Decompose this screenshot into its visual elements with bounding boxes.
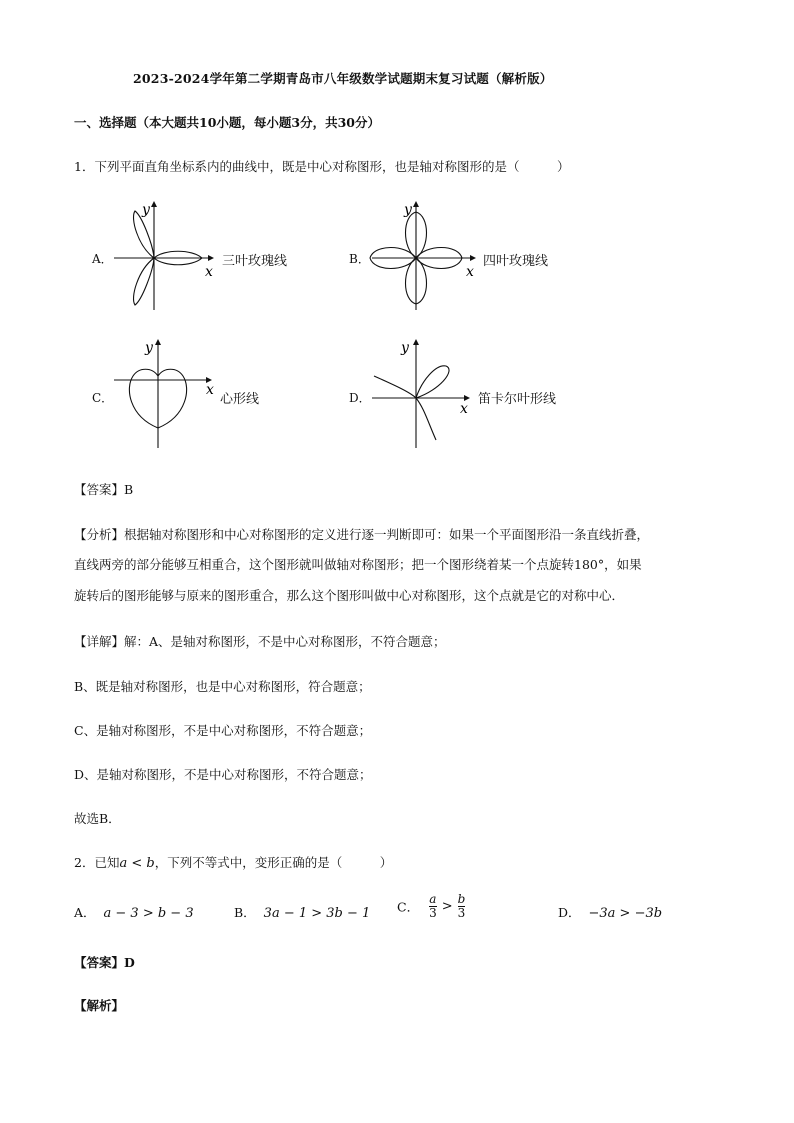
question-2-stem-prefix: 2．已知	[74, 855, 120, 870]
option-c-letter: C．	[92, 391, 114, 405]
q2-option-a	[74, 903, 194, 921]
option-c-name: 心形线	[220, 392, 260, 407]
analysis-line-2: 直线两旁的部分能够互相重合，这个图形就叫做轴对称图形；把一个图形绕着某一个点旋转180°，如果	[74, 557, 642, 572]
q2-option-d-expr: −3a > −3b	[588, 906, 663, 921]
axis-y-label-d: y	[401, 340, 409, 356]
q2-option-c	[397, 893, 465, 920]
axis-y-label-c: y	[145, 340, 153, 356]
q2-option-c-left-denominator: 3	[429, 906, 437, 920]
option-d-name: 笛卡尔叶形线	[478, 392, 557, 407]
option-b-letter: B．	[349, 252, 370, 266]
q2-option-c-left-fraction	[429, 893, 437, 920]
detail-line-3: C、是轴对称图形，不是中心对称图形，不符合题意；	[74, 723, 372, 738]
q2-option-c-letter: C．	[397, 899, 420, 915]
q2-option-b-letter: B．	[234, 905, 256, 920]
option-a-name: 三叶玫瑰线	[222, 254, 288, 269]
axis-y-label-b: y	[404, 202, 412, 218]
q2-option-c-right-denominator: 3	[457, 906, 466, 920]
question-2-answer: 【答案】D	[74, 955, 135, 970]
axis-x-label-d: x	[460, 401, 468, 417]
section-heading: 一、选择题（本大题共10小题，每小题3分，共30分）	[74, 115, 380, 130]
q2-option-c-right-numerator: b	[457, 892, 466, 906]
q2-option-a-letter: A．	[74, 905, 96, 920]
question-2-stem-suffix: ，下列不等式中，变形正确的是（ ）	[154, 855, 393, 870]
question-1-stem: 1．下列平面直角坐标系内的曲线中，既是中心对称图形，也是轴对称图形的是（ ）	[74, 159, 570, 174]
question-1-answer: 【答案】B	[74, 482, 134, 497]
detail-line-1: 【详解】解：A、是轴对称图形，不是中心对称图形，不符合题意；	[74, 634, 446, 649]
q2-option-b	[234, 903, 370, 921]
option-d-letter: D．	[349, 391, 371, 405]
q2-option-b-expr: 3a − 1 > 3b − 1	[263, 906, 371, 921]
analysis-line-1: 【分析】根据轴对称图形和中心对称图形的定义进行逐一判断即可：如果一个平面图形沿一条直线折叠，	[74, 527, 650, 542]
figure-cardioid	[112, 336, 222, 451]
q2-option-d	[558, 903, 662, 921]
analysis-line-3: 旋转后的图形能够与原来的图形重合，那么这个图形叫做中心对称图形，这个点就是它的对称中心．	[74, 588, 625, 603]
question-2-analysis-heading: 【解析】	[74, 998, 125, 1013]
detail-line-2: B、既是轴对称图形，也是中心对称图形，符合题意；	[74, 679, 371, 694]
option-a-letter: A．	[92, 252, 113, 266]
figure-four-leaf-rose	[370, 198, 480, 313]
q2-option-c-right-fraction	[458, 893, 466, 920]
axis-x-label-a: x	[205, 264, 213, 280]
option-b-name: 四叶玫瑰线	[483, 254, 549, 269]
q2-option-c-left-numerator: a	[429, 892, 437, 906]
axis-x-label-b: x	[466, 264, 474, 280]
figure-folium-of-descartes	[370, 336, 480, 451]
q2-option-d-letter: D．	[558, 905, 581, 920]
q2-option-a-expr: a − 3 > b − 3	[103, 906, 194, 921]
page-title: 2023-2024学年第二学期青岛市八年级数学试题期末复习试题（解析版）	[133, 71, 553, 86]
axis-x-label-c: x	[206, 382, 214, 398]
detail-conclusion: 故选B．	[74, 811, 121, 826]
question-2-condition: a < b	[119, 856, 155, 871]
detail-line-4: D、是轴对称图形，不是中心对称图形，不符合题意；	[74, 767, 372, 782]
figure-three-leaf-rose	[108, 198, 218, 313]
axis-y-label-a: y	[142, 202, 150, 218]
question-2-stem	[74, 853, 392, 871]
q2-option-c-relation: >	[441, 899, 453, 914]
